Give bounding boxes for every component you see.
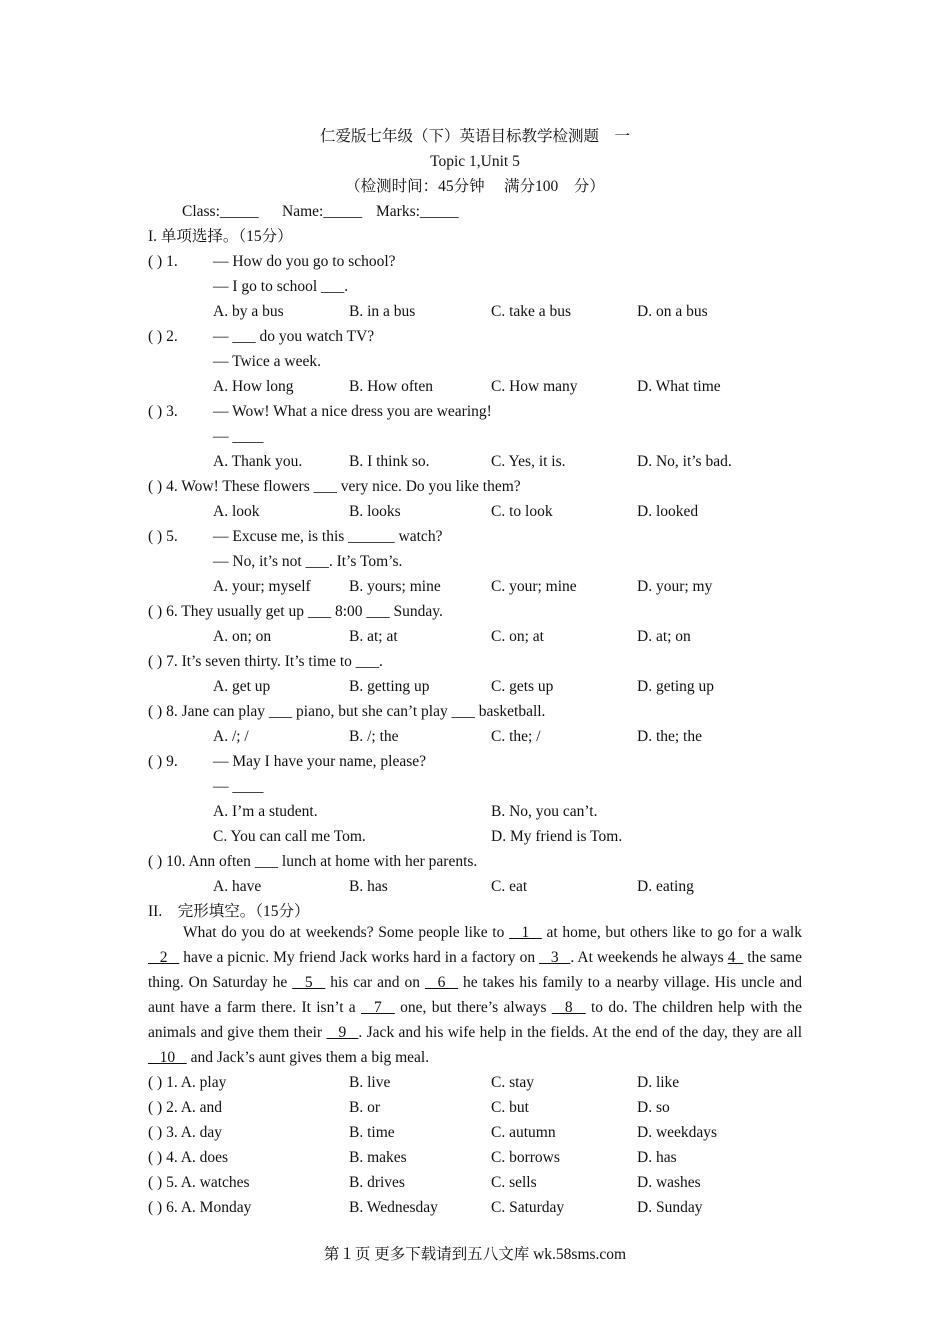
option-b: B. yours; mine (349, 578, 441, 595)
option-a: A. get up (213, 678, 271, 695)
option-d: D. has (637, 1149, 677, 1166)
blank-7: _7_ (361, 999, 395, 1016)
question-line: — ____ (213, 778, 264, 795)
option-b: B. I think so. (349, 453, 430, 470)
option-a: A. have (213, 878, 262, 895)
option-b: B. /; the (349, 728, 399, 745)
question-number: ( ) 3. (148, 403, 178, 420)
option-a: A. by a bus (213, 303, 284, 320)
option-d: D. washes (637, 1174, 701, 1191)
question-stem: ( ) 4. A. does (148, 1149, 229, 1166)
name-field: Name:_____ (282, 203, 363, 220)
option-c: C. eat (491, 878, 528, 895)
question-line: — No, it’s not ___. It’s Tom’s. (213, 553, 403, 570)
option-d: D. What time (637, 378, 721, 395)
question-stem: ( ) 5. A. watches (148, 1174, 250, 1191)
page-footer: 第１页 更多下载请到五八文库 wk.58sms.com (323, 1246, 627, 1263)
question-stem: ( ) 6. They usually get up ___ 8:00 ___ Sunday. (148, 603, 443, 620)
class-field: Class:_____ (182, 203, 259, 220)
option-c: C. to look (491, 503, 553, 520)
option-d: D. My friend is Tom. (491, 828, 623, 845)
question-stem: ( ) 3. A. day (148, 1124, 223, 1141)
option-b: B. looks (349, 503, 401, 520)
question-stem: ( ) 8. Jane can play ___ piano, but she can’t play ___ basketball. (148, 703, 546, 720)
question-line: — ____ (213, 428, 264, 445)
option-d: D. like (637, 1074, 680, 1091)
question-line: — How do you go to school? (213, 253, 396, 270)
blank-4: 4_ (727, 949, 744, 966)
option-b: B. getting up (349, 678, 430, 695)
option-d: D. at; on (637, 628, 691, 645)
option-d: D. your; my (637, 578, 713, 595)
option-b: B. makes (349, 1149, 407, 1166)
cloze-question-3 (0, 1120, 950, 1145)
option-b: B. in a bus (349, 303, 416, 320)
option-b: B. time (349, 1124, 395, 1141)
option-a: A. How long (213, 378, 294, 395)
section-2-heading: II. 完形填空。（15分） (148, 903, 310, 920)
exam-subtitle: Topic 1,Unit 5 (430, 153, 520, 170)
option-c: C. autumn (491, 1124, 556, 1141)
question-line: — May I have your name, please? (213, 753, 427, 770)
cloze-question-5 (0, 1170, 950, 1195)
option-c: C. gets up (491, 678, 554, 695)
option-a: A. I’m a student. (213, 803, 318, 820)
option-b: B. has (349, 878, 388, 895)
option-b: B. live (349, 1074, 391, 1091)
option-c: C. You can call me Tom. (213, 828, 366, 845)
option-b: B. drives (349, 1174, 405, 1191)
option-d: D. Sunday (637, 1199, 703, 1216)
question-number: ( ) 9. (148, 753, 178, 770)
option-b: B. at; at (349, 628, 398, 645)
question-stem: ( ) 7. It’s seven thirty. It’s time to ___. (148, 653, 383, 670)
option-b: B. Wednesday (349, 1199, 438, 1216)
marks-field: Marks:_____ (376, 203, 459, 220)
option-d: D. geting up (637, 678, 715, 695)
option-c: C. borrows (491, 1149, 560, 1166)
blank-3: _3_ (539, 949, 571, 966)
cloze-passage: What do you do at weekends? Some people like to _1_ at home, but others like to go for a walk _2_ have a picnic. My friend Jack works hard in a factory on _3_ . At weekends he always 4_ the same thing. On Saturday he _5_ his car and on _6_ he takes his family to a nearby village. His uncle and aunt have a farm there. It isn’t a _7_ one, but there’s always _8_ to do. The children help with the animals and give them their _9_ . Jack and his wife help in the fields. At the end of the day, they are all _10_ and Jack’s aunt gives them a big meal. (148, 924, 803, 1066)
option-a: A. on; on (213, 628, 272, 645)
cloze-question-2 (0, 1095, 950, 1120)
option-c: C. on; at (491, 628, 544, 645)
cloze-question-6 (0, 1195, 950, 1220)
option-d: D. eating (637, 878, 694, 895)
option-d: D. on a bus (637, 303, 708, 320)
cloze-question-4 (0, 1145, 950, 1170)
question-stem: ( ) 6. A. Monday (148, 1199, 252, 1216)
section-1-heading: I. 单项选择。（15分） (148, 228, 293, 245)
exam-title: 仁爱版七年级（下）英语目标教学检测题 一 (319, 128, 630, 145)
blank-8: _8_ (551, 999, 586, 1016)
option-c: C. sells (491, 1174, 537, 1191)
question-number: ( ) 1. (148, 253, 178, 270)
option-a: A. your; myself (213, 578, 311, 595)
question-line: — Twice a week. (213, 353, 321, 370)
option-c: C. How many (491, 378, 578, 395)
question-stem: ( ) 4. Wow! These flowers ___ very nice. Do you like them? (148, 478, 521, 495)
option-a: A. Thank you. (213, 453, 303, 470)
option-c: C. take a bus (491, 303, 572, 320)
blank-6: _6_ (424, 974, 459, 991)
option-c: C. but (491, 1099, 529, 1116)
option-d: D. so (637, 1099, 670, 1116)
blank-5: _5_ (292, 974, 326, 991)
option-c: C. stay (491, 1074, 535, 1091)
question-line: — I go to school ___. (213, 278, 349, 295)
option-d: D. weekdays (637, 1124, 718, 1141)
option-b: B. No, you can’t. (491, 803, 598, 820)
question-stem: ( ) 2. A. and (148, 1099, 223, 1116)
question-line: — ___ do you watch TV? (213, 328, 375, 345)
question-number: ( ) 5. (148, 528, 178, 545)
option-a: A. /; / (213, 728, 249, 745)
question-number: ( ) 2. (148, 328, 178, 345)
option-c: C. your; mine (491, 578, 577, 595)
blank-10: _10_ (148, 1049, 187, 1066)
option-d: D. the; the (637, 728, 702, 745)
student-info-row (0, 199, 950, 224)
cloze-question-1 (0, 1070, 950, 1095)
exam-time-info: （检测时间：45分钟 满分100 分） (345, 178, 605, 195)
blank-2: _2_ (148, 949, 180, 966)
option-b: B. or (349, 1099, 380, 1116)
blank-1: _1_ (509, 924, 542, 941)
option-b: B. How often (349, 378, 433, 395)
option-c: C. Yes, it is. (491, 453, 566, 470)
option-c: C. the; / (491, 728, 541, 745)
option-d: D. looked (637, 503, 699, 520)
question-stem: ( ) 1. A. play (148, 1074, 227, 1091)
question-stem: ( ) 10. Ann often ___ lunch at home with her parents. (148, 853, 478, 870)
blank-9: _9_ (326, 1024, 359, 1041)
option-a: A. look (213, 503, 260, 520)
question-line: — Excuse me, is this ______ watch? (213, 528, 443, 545)
option-c: C. Saturday (491, 1199, 565, 1216)
option-d: D. No, it’s bad. (637, 453, 732, 470)
question-line: — Wow! What a nice dress you are wearing! (213, 403, 492, 420)
